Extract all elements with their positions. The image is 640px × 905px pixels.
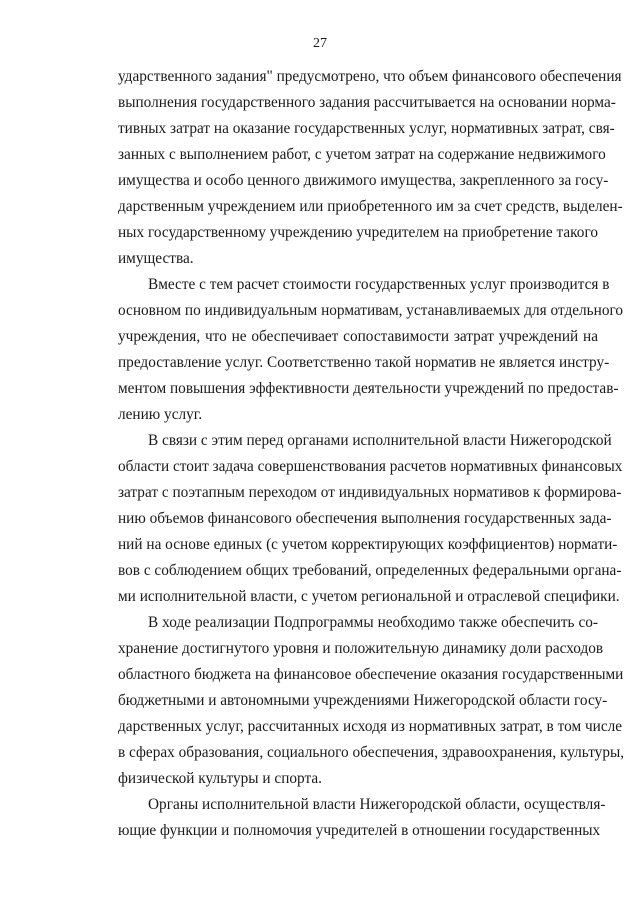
text-line: ющие функции и полномочия учредителей в отношении государственных: [118, 822, 601, 839]
text-line: хранение достигнутого уровня и положительную динамику доли расходов: [118, 640, 604, 657]
text-line: В ходе реализации Подпрограммы необходимо также обеспечить со-: [148, 614, 598, 631]
text-line: областного бюджета на финансовое обеспечение оказания государственными: [118, 666, 624, 683]
text-line: имущества и особо ценного движимого имущества, закрепленного за госу-: [118, 172, 609, 189]
page-number: 27: [313, 36, 327, 51]
text-line: предоставление услуг. Соответственно такой норматив не является инстру-: [118, 354, 610, 371]
text-line: ний на основе единых (с учетом корректирующих коэффициентов) нормати-: [118, 536, 618, 553]
text-line: тивных затрат на оказание государственных услуг, нормативных затрат, свя-: [118, 120, 615, 137]
text-line: основном по индивидуальным нормативам, устанавливаемых для отдельного: [118, 302, 624, 319]
text-line: имущества.: [118, 250, 194, 267]
text-line: дарственных услуг, рассчитанных исходя из нормативных затрат, в том числе: [118, 718, 623, 735]
text-line: вов с соблюдением общих требований, определенных федеральными органа-: [118, 562, 622, 579]
text-line: в сферах образования, социального обеспечения, здравоохранения, культуры,: [118, 744, 625, 761]
text-line: лению услуг.: [118, 406, 203, 423]
document-body: [118, 64, 625, 844]
text-line: учреждения, что не обеспечивает сопоставимости затрат учреждений на: [118, 328, 598, 345]
text-line: физической культуры и спорта.: [118, 770, 322, 787]
text-line: ментом повышения эффективности деятельности учреждений по предостав-: [118, 380, 619, 397]
text-line: ных государственному учреждению учредителем на приобретение такого: [118, 224, 598, 241]
text-line: ударственного задания" предусмотрено, что объем финансового обеспечения: [118, 68, 622, 85]
text-line: бюджетными и автономными учреждениями Нижегородской области госу-: [118, 692, 608, 709]
text-line: нию объемов финансового обеспечения выполнения государственных зада-: [118, 510, 612, 527]
text-line: дарственным учреждением или приобретенного им за счет средств, выделен-: [118, 198, 623, 215]
text-line: Органы исполнительной власти Нижегородской области, осуществля-: [148, 796, 606, 813]
text-line: занных с выполнением работ, с учетом затрат на содержание недвижимого: [118, 146, 606, 163]
text-line: области стоит задача совершенствования расчетов нормативных финансовых: [118, 458, 623, 475]
text-line: затрат с поэтапным переходом от индивидуальных нормативов к формирова-: [118, 484, 622, 501]
text-line: Вместе с тем расчет стоимости государственных услуг производится в: [148, 276, 610, 293]
text-line: В связи с этим перед органами исполнительной власти Нижегородской: [148, 432, 612, 449]
text-line: ми исполнительной власти, с учетом региональной и отраслевой специфики.: [118, 588, 620, 605]
text-line: выполнения государственного задания рассчитывается на основании норма-: [118, 94, 616, 111]
